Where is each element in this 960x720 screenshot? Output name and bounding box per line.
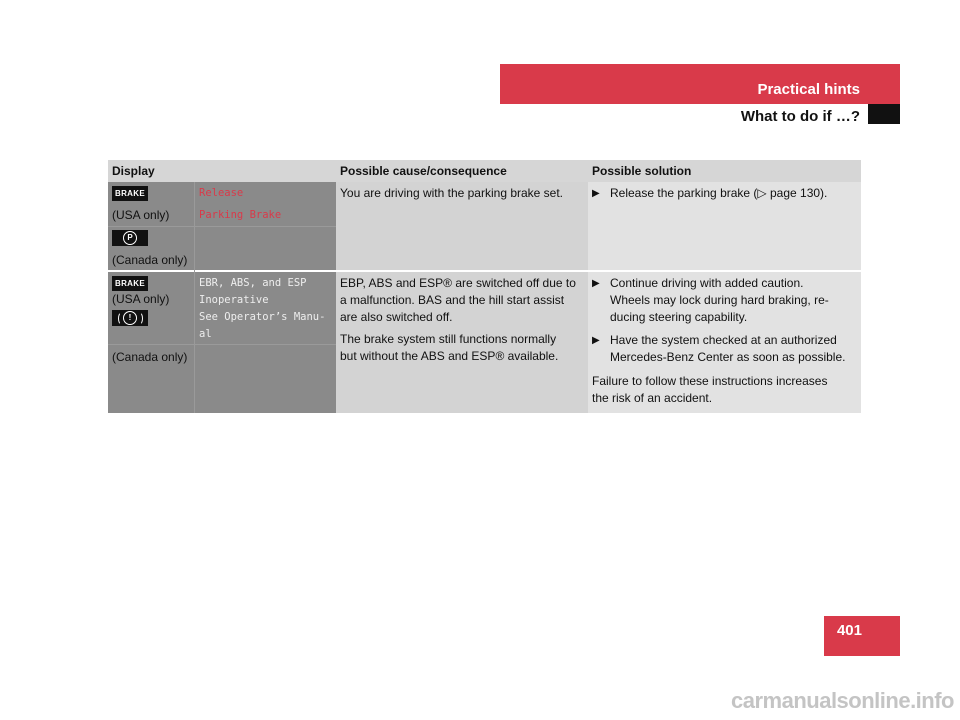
table-header <box>108 160 861 182</box>
cause-text: a malfunction. BAS and the hill start assist <box>340 293 565 307</box>
display-message: Release <box>199 187 244 199</box>
parking-icon-letter: P <box>123 231 137 245</box>
header-band <box>500 64 900 104</box>
display-message: See Operator’s Manu- <box>199 311 326 323</box>
section-title: Practical hints <box>757 81 860 98</box>
solution-text: ducing steering capability. <box>610 310 748 324</box>
page-number: 401 <box>836 622 862 639</box>
display-sub-divider <box>108 226 336 227</box>
cause-text: The brake system still functions normally <box>340 332 557 346</box>
display-message: al <box>199 328 212 340</box>
display-message: Parking Brake <box>199 209 282 221</box>
col-display: Display <box>112 164 155 178</box>
bullet-icon: ▶ <box>592 335 600 346</box>
cause-text: You are driving with the parking brake set. <box>340 186 564 200</box>
usa-only-label: (USA only) <box>112 292 170 306</box>
usa-only-label: (USA only) <box>112 208 170 222</box>
parking-brake-icon <box>112 230 148 246</box>
display-message: EBR, ABS, and ESP <box>199 277 307 289</box>
watermark: carmanualsonline.info <box>731 688 954 713</box>
brake-icon: BRAKE <box>112 186 148 201</box>
solution-text: Continue driving with added caution. <box>610 276 804 290</box>
display-sub-divider <box>108 344 336 345</box>
brake-warning-icon <box>112 310 148 326</box>
row-divider <box>108 270 861 272</box>
warning-note: Failure to follow these instructions increases <box>592 374 828 388</box>
canada-only-label: (Canada only) <box>112 350 188 364</box>
col-solution: Possible solution <box>592 164 692 178</box>
page-ref-arrow-icon: ▷ <box>757 186 767 200</box>
display-message: Inoperative <box>199 294 269 306</box>
cause-text: but without the ABS and ESP® available. <box>340 349 559 363</box>
solution-text: Mercedes-Benz Center as soon as possible. <box>610 350 846 364</box>
col-cause: Possible cause/consequence <box>340 164 507 178</box>
brake-icon: BRAKE <box>112 276 148 291</box>
bullet-icon: ▶ <box>592 188 600 199</box>
solution-text <box>610 185 827 202</box>
cause-text: EBP, ABS and ESP® are switched off due to <box>340 276 576 290</box>
bullet-icon: ▶ <box>592 278 600 289</box>
solution-prefix: Release the parking brake ( <box>610 186 758 200</box>
solution-text: Have the system checked at an authorized <box>610 333 837 347</box>
solution-suffix: page 130). <box>766 186 828 200</box>
warning-note: the risk of an accident. <box>592 391 713 405</box>
canada-only-label: (Canada only) <box>112 253 188 267</box>
brake-warning-mark: ! <box>123 311 137 325</box>
display-col-divider <box>194 182 195 413</box>
solution-text: Wheels may lock during hard braking, re- <box>610 293 829 307</box>
subsection-title: What to do if …? <box>740 108 860 125</box>
cause-text: are also switched off. <box>340 310 453 324</box>
page-number-box <box>824 616 900 656</box>
header-tab-marker <box>868 104 900 124</box>
